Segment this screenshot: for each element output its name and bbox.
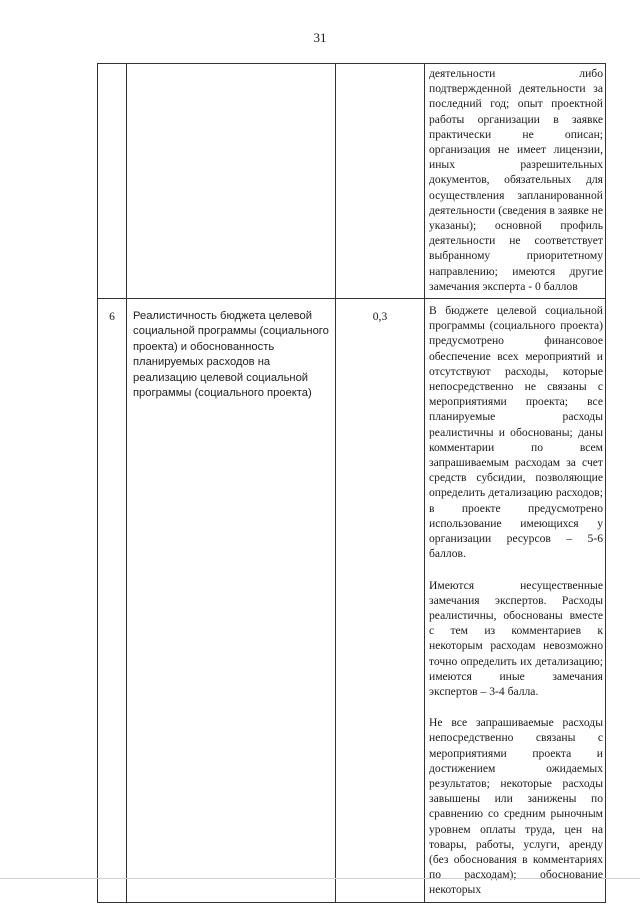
table-row [98, 64, 606, 299]
criterion-number: 6 [98, 299, 127, 903]
description-paragraph: деятельности либо подтвержденной деятельности за последний год; опыт проектной работы организации в заявке практически не описан; организация не имеет лицензии, иных разрешительных документов, обязательных для осуществления запланированной деятельности (сведения в заявке не указаны); основной профиль деятельности не соответствует выбранному приоритетному направлению; имеются другие замечания эксперта - 0 баллов [429, 67, 604, 293]
criterion-name: Реалистичность бюджета целевой социальной программы (социального проекта) и обоснованность планируемых расходов на реализацию целевой социальной программы (социального проекта) [127, 299, 336, 903]
criterion-number [98, 64, 127, 299]
criteria-table [97, 63, 606, 903]
description-paragraph: Не все запрашиваемые расходы непосредственно связаны с мероприятиями проекта и достижением ожидаемых результатов; некоторые расходы завышены или занижены по сравнению со средним рыночным уровнем оплаты труда, цен на товары, работы, услуги, аренду (без обоснования в комментариях по расходам); обоснование некоторых [429, 716, 603, 897]
page-number: 31 [313, 30, 327, 45]
criterion-weight [336, 64, 425, 299]
criterion-weight: 0,3 [336, 299, 425, 903]
page-bottom-divider [0, 878, 640, 879]
description-paragraph: Имеются несущественные замечания экспертов. Расходы реалистичны, обоснованы вместе с тем из комментариев к некоторым расходам невозможно точно определить их детализацию; имеются иные замечания экспертов – 3-4 балла. [429, 578, 603, 698]
criterion-description [425, 64, 606, 299]
description-paragraph: В бюджете целевой социальной программы (социального проекта) предусмотрено финансовое обеспечение всех мероприятий и отсутствуют расходы, которые непосредственно не связаны с мероприятиями проекта; все планируемые расходы реалистичны и обоснованы; даны комментарии по всем запрашиваемым расходам за счет средств субсидии, позволяющие определить детализацию расходов; в проекте предусмотрено использование имеющихся у организации ресурсов – 5-6 баллов. [429, 304, 603, 561]
criterion-name [127, 64, 336, 299]
criterion-description [425, 299, 606, 903]
table-row [98, 299, 606, 903]
